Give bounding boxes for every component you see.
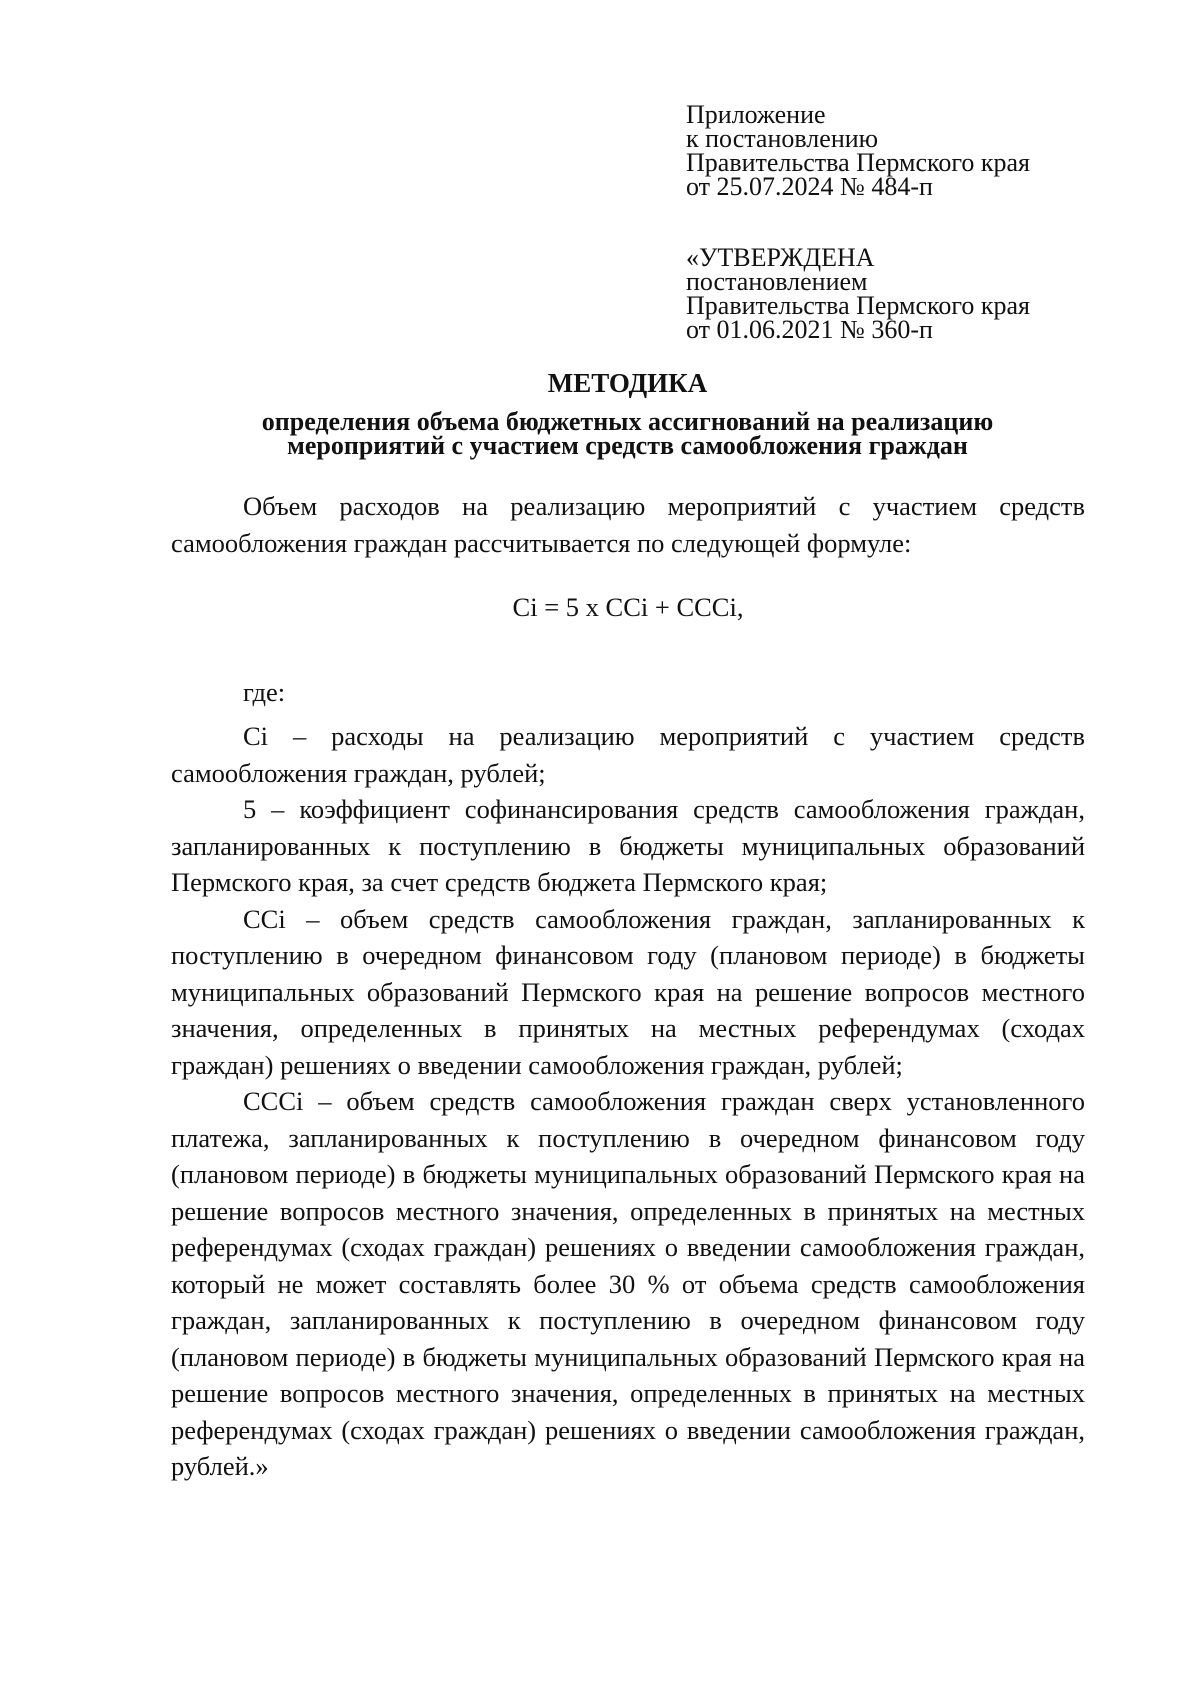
approved-line: «УТВЕРЖДЕНА (686, 243, 875, 272)
subtitle-line: определения объема бюджетных ассигнований на реализацию (261, 407, 994, 436)
appendix-line: к постановлению (686, 124, 879, 153)
definition-coefficient: 5 – коэффициент софинансирования средств самообложения граждан, запланированных к поступлению в бюджеты муниципальных образований Пермского края, за счет средств бюджета Пермского края; (171, 794, 1085, 897)
definition-ccci: CCCi – объем средств самообложения граждан сверх установленного платежа, запланированных к поступлению в очередном финансовом году (плановом периоде) в бюджеты муниципальных образований Пермского края на решение вопросов местного значения, определенных в принятых на местных референдумах (сходах граждан) решениях о введении самообложения граждан, который не может составлять более 30 % от объема средств самообложения граждан, запланированных к поступлению в очередном финансовом году (плановом периоде) в бюджеты муниципальных образований Пермского края на решение вопросов местного значения, определенных в принятых на местных референдумах (сходах граждан) решениях о введении самообложения граждан, рублей.» (171, 1086, 1085, 1481)
intro-paragraph: Объем расходов на реализацию мероприятий с участием средств самообложения граждан рассчитывается по следующей формуле: (171, 491, 1085, 558)
document-body (171, 488, 1085, 1485)
definition-ci: Ci – расходы на реализацию мероприятий с участием средств самообложения граждан, рублей; (171, 721, 1085, 788)
approved-line: Правительства Пермского края (686, 291, 1030, 320)
appendix-line: от 25.07.2024 № 484-п (686, 172, 933, 201)
approved-line: от 01.06.2021 № 360-п (686, 315, 933, 344)
approved-line: постановлением (686, 267, 868, 296)
subtitle-line: мероприятий с участием средств самообложения граждан (287, 431, 968, 460)
appendix-line: Приложение (686, 100, 826, 129)
formula: Ci = 5 x CCi + CCCi, (512, 592, 744, 622)
where-label: где: (243, 676, 286, 707)
document-subtitle (0, 407, 1200, 460)
appendix-line: Правительства Пермского края (686, 148, 1030, 177)
definition-cci: CCi – объем средств самообложения граждан, запланированных к поступлению в очередном финансовом году (плановом периоде) в бюджеты муниципальных образований Пермского края на решение вопросов местного значения, определенных в принятых на местных референдумах (сходах граждан) решениях о введении самообложения граждан, рублей; (171, 903, 1085, 1080)
appendix-header (686, 100, 1030, 201)
approved-header (686, 243, 1030, 344)
document-title: МЕТОДИКА (547, 368, 708, 398)
